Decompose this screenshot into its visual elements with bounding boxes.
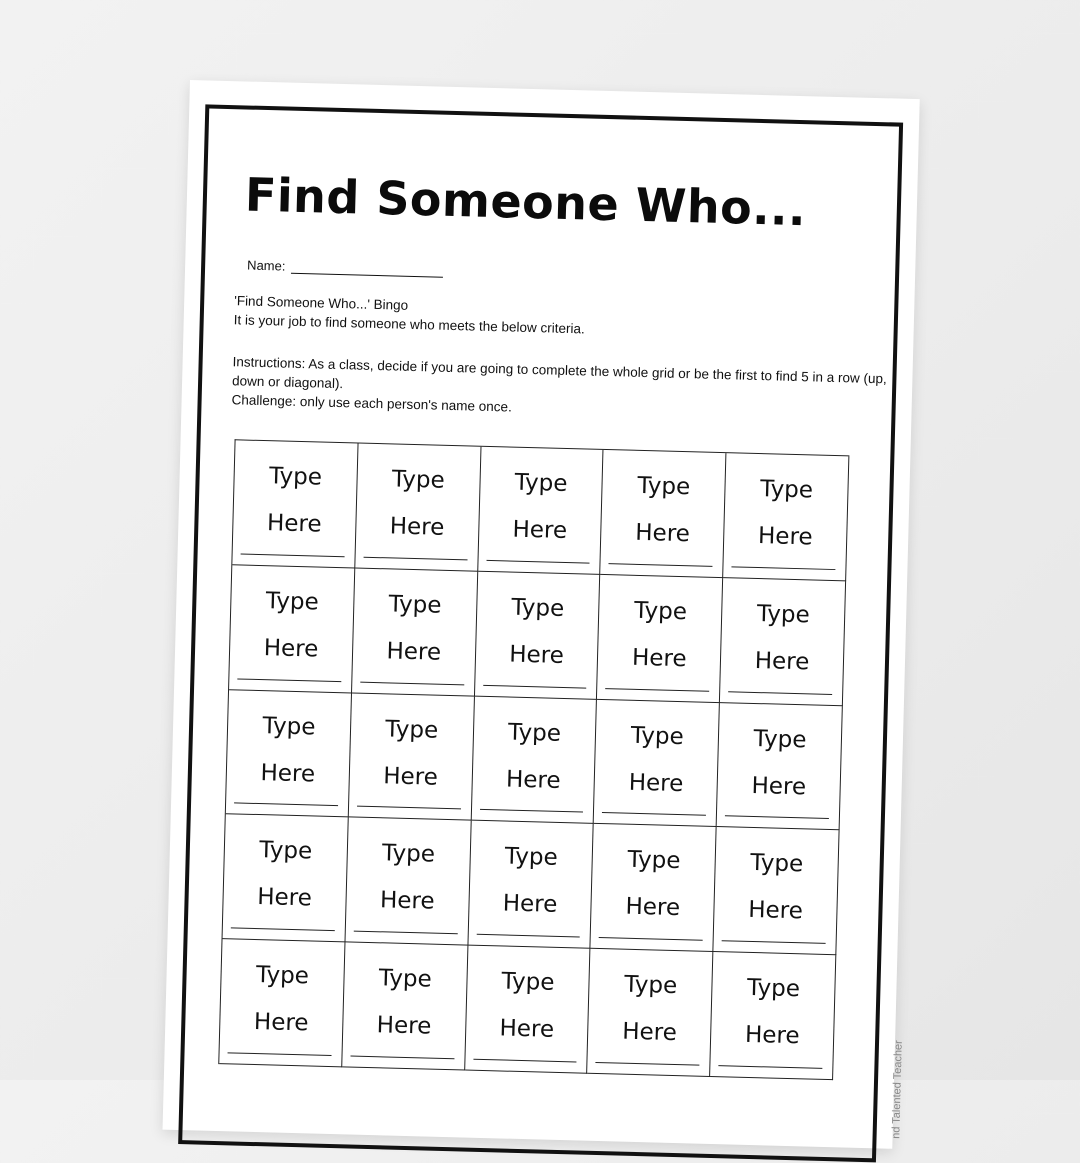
cell-text-line2: Here: [376, 1012, 432, 1040]
name-write-line[interactable]: [486, 560, 590, 564]
cell-text-line2: Here: [747, 897, 804, 925]
cell-text-line2: Here: [260, 759, 316, 788]
instructions-text: Instructions: As a class, decide if you are going to complete the whole grid or be the first to find 5 in a row (up, down or diagonal).: [231, 354, 887, 392]
cell-text-line1: Type: [637, 472, 691, 501]
cell-text-line1: Type: [511, 594, 565, 622]
intro-block: [233, 291, 894, 346]
cell-text-line1: Type: [633, 597, 688, 625]
cell-text-line1: Type: [514, 469, 568, 498]
name-write-line[interactable]: [357, 806, 461, 810]
name-write-line[interactable]: [476, 934, 580, 938]
bingo-cell[interactable]: [468, 821, 594, 949]
cell-text-line2: Here: [386, 638, 442, 666]
name-write-line[interactable]: [596, 1062, 700, 1066]
bingo-cell[interactable]: [355, 444, 481, 572]
bingo-cell[interactable]: [223, 815, 349, 943]
cell-text-line1: Type: [753, 725, 807, 753]
bingo-cell[interactable]: [226, 690, 352, 818]
name-write-line[interactable]: [483, 684, 587, 688]
bingo-cell[interactable]: [345, 818, 471, 946]
cell-text-line1: Type: [630, 722, 685, 750]
cell-text-line1: Type: [265, 587, 320, 616]
bingo-cell[interactable]: [342, 943, 468, 1071]
cell-text-line1: Type: [391, 466, 446, 494]
cell-text-line1: Type: [759, 476, 814, 504]
name-write-line[interactable]: [234, 803, 338, 807]
bingo-cell[interactable]: [478, 447, 604, 575]
bingo-cell[interactable]: [465, 946, 591, 1074]
bingo-cell[interactable]: [229, 565, 355, 693]
cell-text-line1: Type: [385, 715, 439, 744]
page-border: [178, 104, 903, 1162]
name-write-line[interactable]: [231, 928, 335, 932]
cell-text-line2: Here: [754, 647, 810, 676]
cell-text-line1: Type: [627, 847, 681, 875]
bingo-cell[interactable]: [591, 824, 717, 952]
cell-text-line2: Here: [379, 887, 435, 916]
name-write-line[interactable]: [363, 556, 467, 560]
cell-text-line2: Here: [631, 644, 687, 672]
bingo-cell[interactable]: [597, 575, 723, 703]
bingo-grid: [218, 439, 849, 1080]
cell-text-line2: Here: [508, 641, 565, 669]
bingo-cell[interactable]: [352, 568, 478, 696]
cell-text-line1: Type: [268, 463, 323, 491]
cell-text-line2: Here: [621, 1018, 678, 1047]
cell-text-line2: Here: [253, 1009, 309, 1037]
cell-text-line1: Type: [255, 962, 310, 990]
name-label: Name:: [246, 257, 286, 274]
worksheet-title: Find Someone Who...: [244, 167, 807, 237]
bingo-cell[interactable]: [723, 453, 849, 581]
name-row: [247, 258, 444, 278]
cell-text-line1: Type: [262, 712, 316, 741]
cell-text-line1: Type: [750, 850, 804, 878]
name-write-line[interactable]: [360, 681, 464, 685]
cell-text-line1: Type: [501, 968, 555, 997]
cell-text-line2: Here: [625, 894, 681, 922]
name-write-line[interactable]: [350, 1056, 454, 1060]
footer-credit: nd Talented Teacher: [890, 1040, 906, 1140]
name-write-line[interactable]: [241, 553, 345, 557]
cell-text-line1: Type: [504, 843, 558, 872]
cell-text-line1: Type: [623, 971, 678, 1000]
cell-text-line1: Type: [756, 600, 811, 629]
intro-text: It is your job to find someone who meets the below criteria.: [233, 312, 585, 337]
bingo-cell[interactable]: [714, 827, 840, 955]
cell-text-line1: Type: [746, 975, 801, 1003]
instructions-block: [231, 352, 892, 426]
cell-text-line2: Here: [502, 890, 558, 919]
cell-text-line2: Here: [499, 1015, 555, 1044]
name-write-line[interactable]: [228, 1052, 332, 1056]
cell-text-line2: Here: [744, 1022, 800, 1050]
name-write-line[interactable]: [606, 688, 710, 692]
cell-text-line2: Here: [382, 762, 439, 791]
name-write-line[interactable]: [602, 812, 706, 816]
bingo-cell[interactable]: [594, 699, 720, 827]
subtitle: 'Find Someone Who...' Bingo: [234, 293, 409, 313]
name-write-line[interactable]: [728, 691, 832, 695]
cell-text-line1: Type: [378, 965, 432, 993]
cell-text-line2: Here: [628, 769, 684, 797]
cell-text-line2: Here: [757, 523, 813, 551]
bingo-cell[interactable]: [588, 949, 714, 1077]
name-write-line[interactable]: [725, 816, 829, 820]
bingo-cell[interactable]: [601, 450, 727, 578]
name-write-line[interactable]: [599, 937, 703, 941]
bingo-cell[interactable]: [232, 440, 358, 568]
cell-text-line2: Here: [266, 510, 322, 538]
cell-text-line2: Here: [505, 766, 561, 794]
bingo-cell[interactable]: [717, 703, 843, 831]
name-write-line[interactable]: [480, 809, 584, 813]
name-write-line[interactable]: [722, 940, 826, 944]
cell-text-line2: Here: [634, 519, 691, 548]
name-write-line[interactable]: [354, 931, 458, 935]
bingo-cell[interactable]: [475, 571, 601, 699]
bingo-cell[interactable]: [710, 952, 836, 1080]
bingo-cell[interactable]: [219, 939, 345, 1067]
worksheet-page: [163, 80, 920, 1149]
cell-text-line2: Here: [751, 772, 807, 800]
bingo-cell[interactable]: [720, 578, 846, 706]
cell-text-line2: Here: [389, 513, 445, 541]
bingo-cell[interactable]: [349, 693, 475, 821]
name-input-line[interactable]: [291, 259, 443, 278]
cell-text-line2: Here: [512, 516, 568, 545]
name-write-line[interactable]: [473, 1059, 577, 1063]
name-write-line[interactable]: [719, 1065, 823, 1069]
cell-text-line1: Type: [258, 837, 313, 865]
name-write-line[interactable]: [732, 566, 836, 570]
name-write-line[interactable]: [237, 678, 341, 682]
challenge-text: Challenge: only use each person's name once.: [231, 392, 513, 415]
name-write-line[interactable]: [609, 563, 713, 567]
cell-text-line2: Here: [263, 634, 319, 663]
cell-text-line1: Type: [507, 719, 562, 747]
cell-text-line1: Type: [388, 591, 442, 619]
bingo-cell[interactable]: [471, 696, 597, 824]
cell-text-line1: Type: [381, 840, 436, 869]
cell-text-line2: Here: [256, 884, 313, 912]
